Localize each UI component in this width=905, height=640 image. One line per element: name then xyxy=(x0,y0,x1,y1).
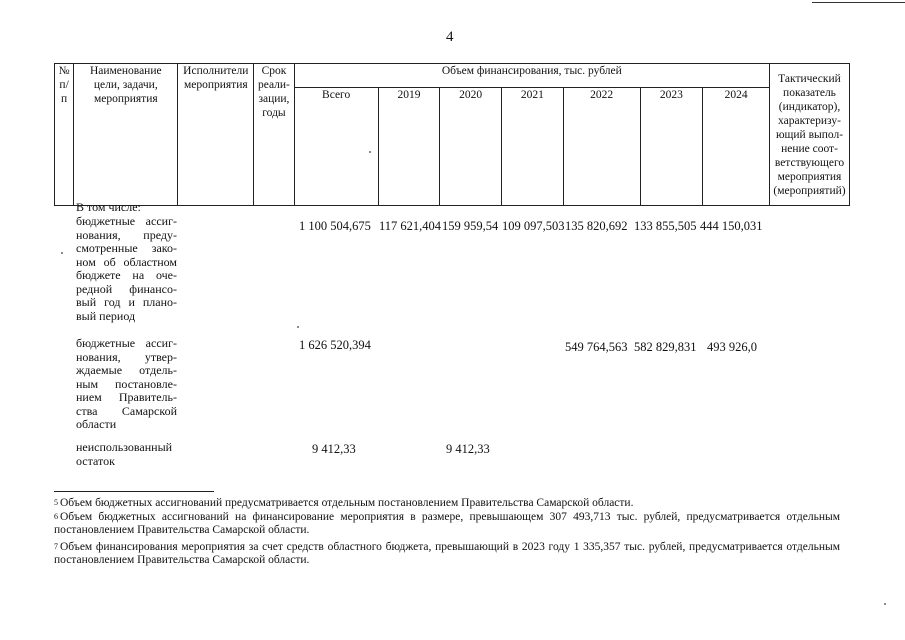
header-year-2020: 2020 xyxy=(440,88,502,206)
row2-2022: 549 764,563 xyxy=(565,340,628,354)
row1-2020: 159 959,54 xyxy=(442,219,499,233)
row1-2022: 135 820,692 xyxy=(565,219,628,233)
corner-rule xyxy=(812,2,905,3)
footnote-6-text: Объем бюджетных ассигнований на финансирование мероприятия в размере, превышающем 307 493,713 тыс. рублей, предусматривается отдельным постановлением Правительства Самарской области. xyxy=(54,511,840,536)
footnote-5-num: 5 xyxy=(54,498,58,507)
header-year-2022: 2022 xyxy=(563,88,640,206)
row3-total: 9 412,33 xyxy=(312,442,356,456)
row2-label: бюджетные ассиг-нования, утвер-ждаемые отдель-ным постановле-нием Правитель-ства Самарской области xyxy=(76,336,177,431)
scan-speck xyxy=(369,151,371,153)
header-year-2019: 2019 xyxy=(378,88,440,206)
header-total: Всего xyxy=(294,88,378,206)
scan-speck xyxy=(884,603,886,605)
intro-label: В том числе: xyxy=(76,200,141,214)
footnote-6 xyxy=(54,511,840,537)
header-table xyxy=(54,63,850,206)
scan-speck xyxy=(61,252,63,254)
header-year-2021: 2021 xyxy=(501,88,563,206)
header-year-2024: 2024 xyxy=(703,88,770,206)
footnote-7-text: Объем финансирования мероприятия за счет средств областного бюджета, превышающий в 2023 году 1 335,357 тыс. рублей, предусматривается отдельным постановлением Правительства Самарской области. xyxy=(54,541,840,566)
row1-label: бюджетные ассиг-нования, преду-смотренные зако-ном об областном бюджете на оче-редной финансо-вый год и плано-вый период xyxy=(76,214,177,323)
footnote-6-num: 6 xyxy=(54,512,58,521)
header-funding: Объем финансирования, тыс. рублей xyxy=(294,64,769,88)
footnote-7-num: 7 xyxy=(54,542,58,551)
header-num: № п/п xyxy=(55,64,74,206)
row1-2021: 109 097,503 xyxy=(502,219,565,233)
row1-2024: 444 150,031 xyxy=(700,219,763,233)
header-term: Срок реали-зации, годы xyxy=(254,64,294,206)
footnote-rule xyxy=(54,491,214,492)
footnote-7 xyxy=(54,541,840,567)
row2-total: 1 626 520,394 xyxy=(299,338,371,352)
header-executors: Исполнители мероприятия xyxy=(178,64,254,206)
footnote-5-text: Объем бюджетных ассигнований предусматривается отдельным постановлением Правительства Самарской области. xyxy=(60,497,634,509)
row1-2023: 133 855,505 xyxy=(634,219,697,233)
row1-2019: 117 621,404 xyxy=(379,219,442,233)
page-number: 4 xyxy=(446,29,454,45)
header-indicator: Тактический показатель (индикатор), характеризу-ющий выпол-нение соот-ветствующего мероприятия (мероприятий) xyxy=(769,64,849,206)
header-year-2023: 2023 xyxy=(640,88,703,206)
row3-2020: 9 412,33 xyxy=(446,442,490,456)
footnote-5 xyxy=(54,497,840,510)
row1-total: 1 100 504,675 xyxy=(299,219,371,233)
row2-2023: 582 829,831 xyxy=(634,340,697,354)
scan-speck xyxy=(297,326,299,328)
row2-2024: 493 926,0 xyxy=(707,340,757,354)
header-name: Наименование цели, задачи, мероприятия xyxy=(74,64,178,206)
row3-label: неиспользованный остаток xyxy=(76,440,173,468)
